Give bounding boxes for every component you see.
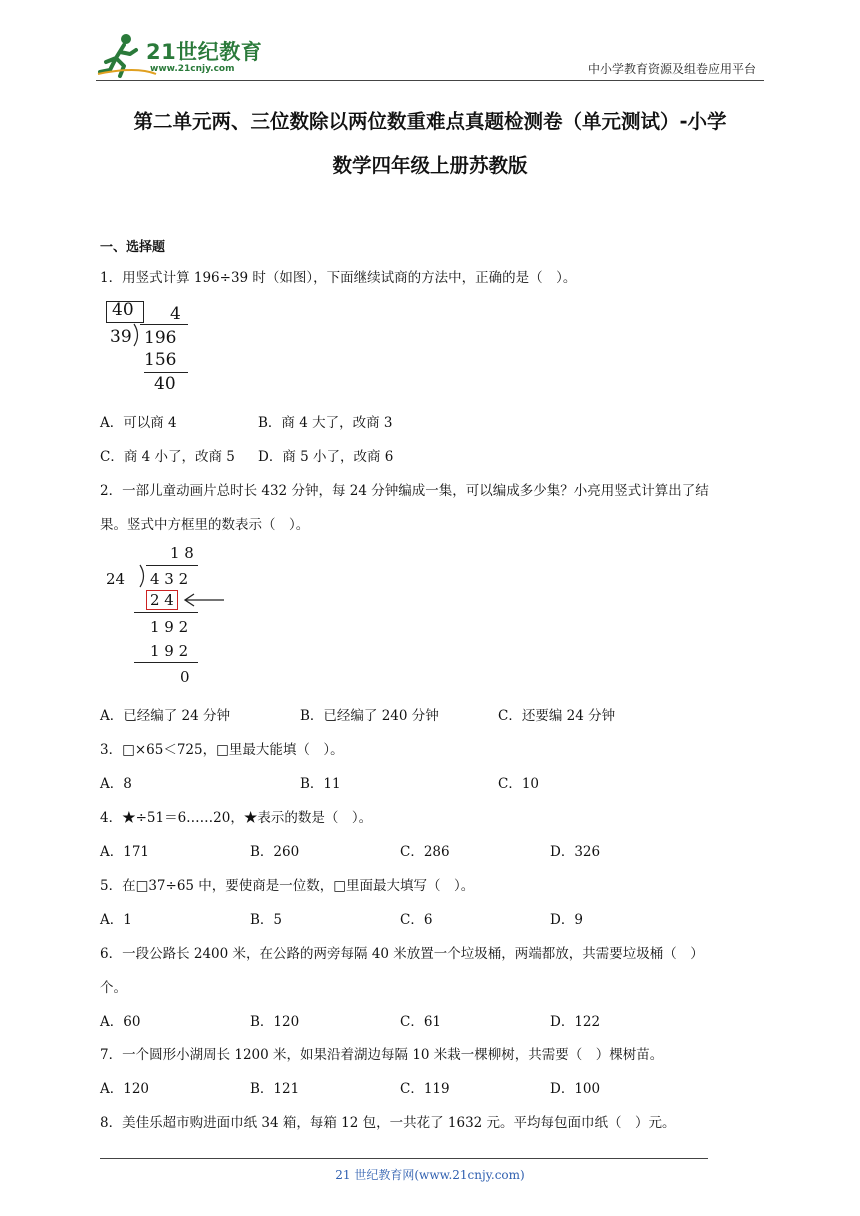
q5-option-d: D．9 bbox=[550, 912, 583, 928]
division-figure-2 bbox=[104, 542, 234, 690]
question-3: 3．□×65＜725，□里最大能填（ ）。 bbox=[100, 742, 344, 758]
q7-option-b: B．121 bbox=[250, 1081, 300, 1097]
question-2-continued: 果。竖式中方框里的数表示（ ）。 bbox=[100, 517, 310, 533]
q6-option-b: B．120 bbox=[250, 1014, 300, 1030]
q4-option-c: C．286 bbox=[400, 844, 450, 860]
q2-option-a: A．已经编了 24 分钟 bbox=[100, 708, 231, 724]
figure-product-2: 1 9 2 bbox=[150, 642, 189, 660]
q3-option-b: B．11 bbox=[300, 776, 341, 792]
question-4: 4．★÷51＝6……20，★表示的数是（ ）。 bbox=[100, 810, 373, 826]
question-7: 7．一个圆形小湖周长 1200 米，如果沿着湖边每隔 10 米栽一棵柳树，共需要（ ）棵树苗。 bbox=[100, 1047, 664, 1063]
q6-option-c: C．61 bbox=[400, 1014, 442, 1030]
division-bar bbox=[146, 565, 198, 566]
logo-text: 21世纪教育 bbox=[146, 40, 263, 64]
logo-url: www.21cnjy.com bbox=[150, 64, 235, 74]
section-heading: 一、选择题 bbox=[100, 240, 166, 255]
figure-boxed-value: 40 bbox=[112, 300, 134, 320]
division-bracket-icon bbox=[138, 564, 148, 588]
q6-option-d: D．122 bbox=[550, 1014, 601, 1030]
q6-option-a: A．60 bbox=[100, 1014, 141, 1030]
figure-divisor: 24 bbox=[106, 570, 126, 588]
q5-option-b: B．5 bbox=[250, 912, 283, 928]
subtraction-line bbox=[134, 662, 198, 663]
subtraction-line bbox=[134, 612, 198, 613]
division-bar bbox=[140, 324, 188, 325]
q2-option-b: B．已经编了 240 分钟 bbox=[300, 708, 439, 724]
figure-quotient: 1 8 bbox=[170, 544, 194, 562]
q3-option-c: C．10 bbox=[498, 776, 540, 792]
q3-option-a: A．8 bbox=[100, 776, 132, 792]
figure-boxed-value: 2 4 bbox=[150, 591, 174, 609]
q5-option-a: A．1 bbox=[100, 912, 132, 928]
page-title-line2: 数学四年级上册苏教版 bbox=[332, 154, 528, 177]
question-1: 1．用竖式计算 196÷39 时（如图），下面继续试商的方法中，正确的是（ ）。 bbox=[100, 270, 577, 286]
figure-product: 1 9 2 bbox=[150, 618, 189, 636]
figure-product: 156 bbox=[144, 350, 177, 370]
q1-option-d: D．商 5 小了，改商 6 bbox=[258, 449, 394, 465]
q7-option-c: C．119 bbox=[400, 1081, 450, 1097]
figure-quotient: 4 bbox=[170, 304, 181, 324]
q4-option-b: B．260 bbox=[250, 844, 300, 860]
footer-link[interactable]: 21 世纪教育网(www.21cnjy.com) bbox=[335, 1168, 525, 1182]
figure-dividend: 196 bbox=[144, 328, 177, 348]
header-divider bbox=[96, 80, 764, 81]
q4-option-d: D．326 bbox=[550, 844, 601, 860]
left-arrow-icon bbox=[182, 592, 226, 608]
division-bracket-icon bbox=[132, 323, 142, 347]
footer-divider bbox=[100, 1158, 708, 1159]
page-title-line1: 第二单元两、三位数除以两位数重难点真题检测卷（单元测试）-小学 bbox=[133, 110, 727, 133]
q1-option-a: A．可以商 4 bbox=[100, 415, 177, 431]
question-6: 6．一段公路长 2400 米，在公路的两旁每隔 40 米放置一个垃圾桶，两端都放，共需要垃圾桶（ ） bbox=[100, 946, 704, 962]
figure-divisor: 39 bbox=[110, 327, 132, 347]
question-2: 2．一部儿童动画片总时长 432 分钟，每 24 分钟编成一集，可以编成多少集？小亮用竖式计算出了结 bbox=[100, 483, 709, 499]
subtraction-line bbox=[144, 372, 188, 373]
q1-option-c: C．商 4 小了，改商 5 bbox=[100, 449, 235, 465]
q1-option-b: B．商 4 大了，改商 3 bbox=[258, 415, 393, 431]
q4-option-a: A．171 bbox=[100, 844, 150, 860]
q5-option-c: C．6 bbox=[400, 912, 433, 928]
figure-remainder: 0 bbox=[180, 668, 190, 686]
q7-option-d: D．100 bbox=[550, 1081, 601, 1097]
division-figure-1 bbox=[104, 298, 204, 394]
question-6-continued: 个。 bbox=[100, 980, 127, 996]
question-8: 8．美佳乐超市购进面巾纸 34 箱，每箱 12 包，一共花了 1632 元。平均每包面巾纸（ ）元。 bbox=[100, 1115, 676, 1131]
q2-option-c: C．还要编 24 分钟 bbox=[498, 708, 616, 724]
figure-dividend: 4 3 2 bbox=[150, 570, 189, 588]
q7-option-a: A．120 bbox=[100, 1081, 150, 1097]
header-platform-text: 中小学教育资源及组卷应用平台 bbox=[587, 62, 756, 76]
figure-remainder: 40 bbox=[154, 374, 176, 394]
question-5: 5．在□37÷65 中，要使商是一位数，□里面最大填写（ ）。 bbox=[100, 878, 475, 894]
